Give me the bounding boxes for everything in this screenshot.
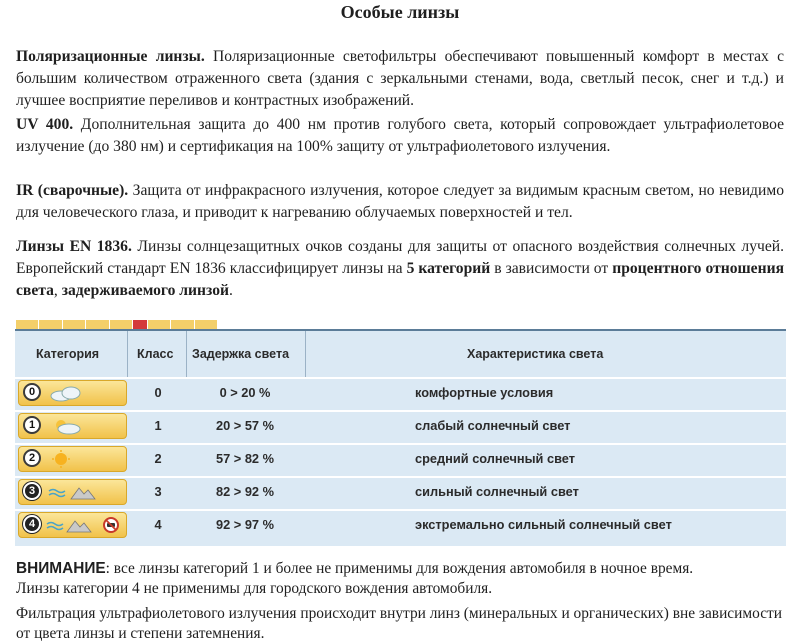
light-description: комфортные условия xyxy=(415,385,554,400)
category-badge xyxy=(18,479,127,505)
uv400-paragraph xyxy=(16,114,784,158)
header-class: Класс xyxy=(137,347,174,361)
en1836-text-2: в зависимости от xyxy=(490,260,613,277)
en1836-bold-categories: 5 категорий xyxy=(406,260,491,277)
light-description: экстремально сильный солнечный свет xyxy=(415,517,672,532)
cloud-icon xyxy=(47,384,87,402)
en1836-text-4: . xyxy=(228,282,233,299)
en1836-heading: Линзы EN 1836. xyxy=(16,238,132,255)
category-badge xyxy=(18,413,127,439)
page-title: Особые линзы xyxy=(340,2,460,22)
category-number: 2 xyxy=(23,449,41,467)
delay-value: 92 > 97 % xyxy=(216,517,274,532)
ir-paragraph xyxy=(16,180,784,224)
light-description: средний солнечный свет xyxy=(415,451,576,466)
table-row xyxy=(15,410,786,441)
delay-value: 82 > 92 % xyxy=(216,484,274,499)
category-number: 4 xyxy=(23,515,41,533)
class-value: 4 xyxy=(154,517,162,532)
polarized-paragraph xyxy=(16,46,784,112)
warning-text-2: Линзы категории 4 не применимы для городского вождения автомобиля. xyxy=(16,580,493,597)
class-value: 3 xyxy=(154,484,162,499)
light-description: сильный солнечный свет xyxy=(415,484,579,499)
sun-icon xyxy=(47,450,87,468)
polarized-text: Поляризационные светофильтры обеспечивают повышенный комфорт в местах с большим количеством отраженного света (здания с зеркальными стенами, вода, светлый песок, снег и т.д.) и лучшее восприятие переливов и контрастных изображений. xyxy=(16,48,784,109)
uv400-text: Дополнительная защита до 400 нм против голубого света, который сопровождает ультрафиолетовое излучение (до 380 нм) и сертификация на 100% защиту от ультрафиолетового излучения. xyxy=(16,116,784,155)
water-mountain-nodrive-icon xyxy=(45,516,123,534)
uv400-heading: UV 400. xyxy=(16,116,74,133)
table-row xyxy=(15,476,786,507)
header-category: Категория xyxy=(36,347,100,361)
warning-note xyxy=(16,559,786,599)
en1836-bold-percent: процентного отношения света xyxy=(16,260,784,299)
lens-category-table xyxy=(15,329,786,546)
en1836-text-3: , xyxy=(53,282,62,299)
class-value: 2 xyxy=(154,451,162,466)
light-description: слабый солнечный свет xyxy=(415,418,571,433)
class-value: 1 xyxy=(154,418,162,433)
category-number: 0 xyxy=(23,383,41,401)
water-mountain-icon xyxy=(47,483,99,501)
en1836-text-1: Линзы солнцезащитных очков созданы для защиты от опасного воздействия солнечных лучей. Европейский стандарт EN 1836 классифицирует линзы на xyxy=(16,238,784,277)
ir-heading: IR (сварочные). xyxy=(16,182,129,199)
warning-text-1: : все линзы категорий 1 и более не применимы для вождения автомобиля в ночное время. xyxy=(105,560,694,577)
delay-value: 57 > 82 % xyxy=(216,451,274,466)
polarized-heading: Поляризационные линзы. xyxy=(16,48,205,65)
ir-text: Защита от инфракрасного излучения, которое следует за видимым красным светом, но невидимо для человеческого глаза, и приводит к нагреванию облучаемых поверхностей и тел. xyxy=(16,182,784,221)
filtration-note: Фильтрация ультрафиолетового излучения происходит внутри линз (минеральных и органических) вне зависимости от цвета линзы и степени затемнения. xyxy=(16,605,782,642)
header-delay: Задержка света xyxy=(192,347,290,361)
category-number: 1 xyxy=(23,416,41,434)
delay-value: 0 > 20 % xyxy=(219,385,271,400)
category-badge xyxy=(18,380,127,406)
category-badge xyxy=(18,512,127,538)
warning-label: ВНИМАНИЕ xyxy=(16,560,106,577)
class-value: 0 xyxy=(154,385,162,400)
sun-cloud-icon xyxy=(47,417,87,435)
table-row xyxy=(15,443,786,474)
table-row xyxy=(15,509,786,540)
table-row xyxy=(15,377,786,408)
table-header xyxy=(15,331,786,377)
decorative-stripe xyxy=(16,320,218,329)
en1836-paragraph xyxy=(16,236,784,302)
category-number: 3 xyxy=(23,482,41,500)
en1836-bold-retained: задерживаемого линзой xyxy=(61,282,229,299)
category-badge xyxy=(18,446,127,472)
header-description: Характеристика света xyxy=(467,347,604,361)
delay-value: 20 > 57 % xyxy=(216,418,274,433)
